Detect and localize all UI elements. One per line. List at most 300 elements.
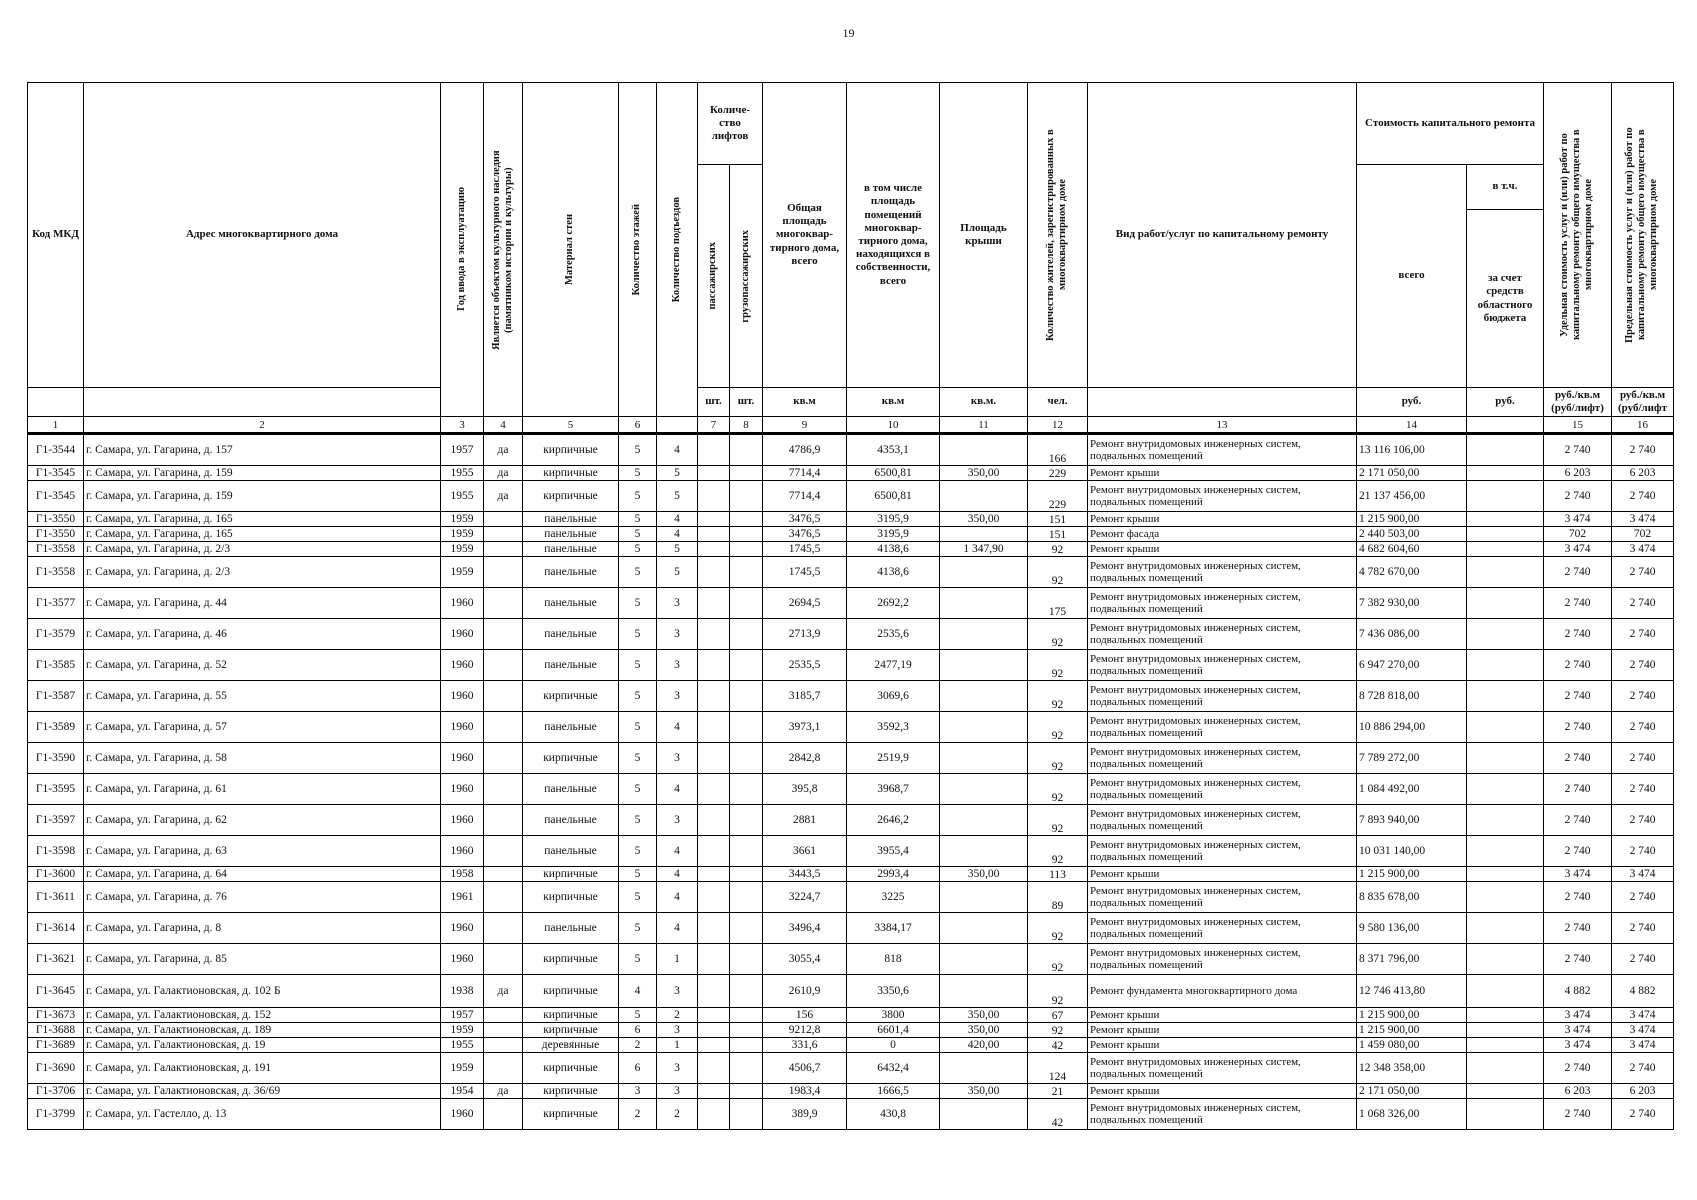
cell-addr: г. Самара, ул. Гагарина, д. 64 xyxy=(84,867,441,882)
cell-mat: кирпичные xyxy=(523,481,619,512)
cell-res: 92 xyxy=(1028,650,1088,681)
cell-cost: 1 215 900,00 xyxy=(1357,867,1467,882)
cell-code: Г1-3645 xyxy=(28,975,84,1008)
table-body xyxy=(28,417,1674,1130)
cell-lc xyxy=(730,867,763,882)
column-number: 7 xyxy=(698,417,730,434)
cell-ra: 350,00 xyxy=(940,867,1028,882)
cell-ta: 3661 xyxy=(763,836,847,867)
cell-lim: 2 740 xyxy=(1612,481,1674,512)
cell-lp xyxy=(698,743,730,774)
column-number: 1 xyxy=(28,417,84,434)
cell-ra xyxy=(940,944,1028,975)
cell-her xyxy=(484,588,523,619)
cell-lim: 2 740 xyxy=(1612,712,1674,743)
cell-lim: 2 740 xyxy=(1612,650,1674,681)
cell-addr: г. Самара, ул. Гагарина, д. 165 xyxy=(84,512,441,527)
cell-lim: 6 203 xyxy=(1612,466,1674,481)
cell-uc: 2 740 xyxy=(1544,743,1612,774)
header-lifts-cargo: грузопассажирских xyxy=(730,165,763,388)
cell-ra xyxy=(940,913,1028,944)
cell-work: Ремонт крыши xyxy=(1088,466,1357,481)
cell-mat: панельные xyxy=(523,527,619,542)
page-number: 19 xyxy=(842,26,855,40)
cell-year: 1955 xyxy=(441,481,484,512)
table-row xyxy=(28,882,1674,913)
cell-ra xyxy=(940,681,1028,712)
cell-year: 1959 xyxy=(441,1023,484,1038)
cell-ent: 4 xyxy=(657,867,698,882)
cell-lc xyxy=(730,1008,763,1023)
cell-fl: 2 xyxy=(619,1038,657,1053)
table-row xyxy=(28,1008,1674,1023)
cell-her xyxy=(484,805,523,836)
cell-bud xyxy=(1467,882,1544,913)
cell-mat: кирпичные xyxy=(523,1084,619,1099)
cell-ra: 350,00 xyxy=(940,512,1028,527)
cell-bud xyxy=(1467,836,1544,867)
cell-fl: 5 xyxy=(619,481,657,512)
cell-work: Ремонт крыши xyxy=(1088,1023,1357,1038)
header-cost-total: всего xyxy=(1357,165,1467,388)
cell-lp xyxy=(698,650,730,681)
cell-addr: г. Самара, ул. Гагарина, д. 2/3 xyxy=(84,557,441,588)
header-incl: в т.ч. xyxy=(1467,165,1544,210)
cell-res: 113 xyxy=(1028,867,1088,882)
cell-ent: 4 xyxy=(657,882,698,913)
cell-ta: 331,6 xyxy=(763,1038,847,1053)
table-row xyxy=(28,434,1674,466)
cell-bud xyxy=(1467,681,1544,712)
cell-res: 151 xyxy=(1028,512,1088,527)
cell-ra: 1 347,90 xyxy=(940,542,1028,557)
cell-ta: 7714,4 xyxy=(763,466,847,481)
header-address: Адрес многоквартирного дома xyxy=(84,83,441,388)
column-number: 14 xyxy=(1357,417,1467,434)
cell-ra xyxy=(940,588,1028,619)
cell-fl: 5 xyxy=(619,466,657,481)
cell-work: Ремонт фундамента многоквартирного дома xyxy=(1088,975,1357,1008)
cell-uc: 2 740 xyxy=(1544,481,1612,512)
header-owned-area: в том числе площадь помещений многоквар-тирного дома, находящихся в собственности, всего xyxy=(847,83,940,388)
unit-empty-3 xyxy=(1088,388,1357,417)
cell-lc xyxy=(730,712,763,743)
cell-mat: кирпичные xyxy=(523,867,619,882)
cell-work: Ремонт крыши xyxy=(1088,1084,1357,1099)
header-residents: Количество жителей, зарегистрированных в многоквартирном доме xyxy=(1028,83,1088,388)
cell-oa: 4138,6 xyxy=(847,557,940,588)
cell-res: 229 xyxy=(1028,466,1088,481)
cell-cost: 7 436 086,00 xyxy=(1357,619,1467,650)
cell-her: да xyxy=(484,434,523,466)
cell-code: Г1-3597 xyxy=(28,805,84,836)
cell-lc xyxy=(730,743,763,774)
cell-cost: 12 348 358,00 xyxy=(1357,1053,1467,1084)
cell-ta: 1745,5 xyxy=(763,557,847,588)
cell-res: 92 xyxy=(1028,944,1088,975)
cell-fl: 5 xyxy=(619,805,657,836)
cell-fl: 5 xyxy=(619,557,657,588)
cell-addr: г. Самара, ул. Гагарина, д. 44 xyxy=(84,588,441,619)
capital-repair-table xyxy=(27,82,1674,1130)
cell-bud xyxy=(1467,1008,1544,1023)
cell-lim: 2 740 xyxy=(1612,882,1674,913)
cell-mat: панельные xyxy=(523,542,619,557)
cell-mat: панельные xyxy=(523,805,619,836)
cell-ra xyxy=(940,527,1028,542)
cell-lp xyxy=(698,1099,730,1130)
cell-uc: 2 740 xyxy=(1544,836,1612,867)
cell-code: Г1-3587 xyxy=(28,681,84,712)
cell-lc xyxy=(730,944,763,975)
cell-oa: 3968,7 xyxy=(847,774,940,805)
cell-bud xyxy=(1467,588,1544,619)
unit-sqm-2: кв.м xyxy=(847,388,940,417)
cell-cost: 12 746 413,80 xyxy=(1357,975,1467,1008)
cell-lc xyxy=(730,836,763,867)
cell-fl: 5 xyxy=(619,712,657,743)
cell-lp xyxy=(698,712,730,743)
cell-ent: 5 xyxy=(657,557,698,588)
cell-year: 1960 xyxy=(441,805,484,836)
table-row xyxy=(28,557,1674,588)
cell-res: 92 xyxy=(1028,681,1088,712)
cell-mat: панельные xyxy=(523,913,619,944)
cell-uc: 2 740 xyxy=(1544,805,1612,836)
cell-code: Г1-3550 xyxy=(28,512,84,527)
cell-addr: г. Самара, ул. Гагарина, д. 159 xyxy=(84,466,441,481)
cell-year: 1960 xyxy=(441,619,484,650)
cell-ent: 3 xyxy=(657,1023,698,1038)
column-number: 3 xyxy=(441,417,484,434)
cell-res: 92 xyxy=(1028,1023,1088,1038)
cell-lim: 4 882 xyxy=(1612,975,1674,1008)
cell-ent: 2 xyxy=(657,1008,698,1023)
table-row xyxy=(28,743,1674,774)
cell-addr: г. Самара, ул. Галактионовская, д. 189 xyxy=(84,1023,441,1038)
cell-ta: 3476,5 xyxy=(763,512,847,527)
cell-fl: 5 xyxy=(619,836,657,867)
cell-ent: 5 xyxy=(657,466,698,481)
cell-her: да xyxy=(484,481,523,512)
cell-uc: 2 740 xyxy=(1544,774,1612,805)
table-row xyxy=(28,650,1674,681)
cell-lc xyxy=(730,512,763,527)
cell-bud xyxy=(1467,712,1544,743)
cell-addr: г. Самара, ул. Галактионовская, д. 19 xyxy=(84,1038,441,1053)
cell-cost: 2 171 050,00 xyxy=(1357,466,1467,481)
cell-cost: 1 084 492,00 xyxy=(1357,774,1467,805)
cell-her xyxy=(484,913,523,944)
cell-cost: 8 371 796,00 xyxy=(1357,944,1467,975)
cell-bud xyxy=(1467,867,1544,882)
cell-cost: 2 171 050,00 xyxy=(1357,1084,1467,1099)
cell-code: Г1-3590 xyxy=(28,743,84,774)
cell-addr: г. Самара, ул. Гагарина, д. 165 xyxy=(84,527,441,542)
cell-addr: г. Самара, ул. Гагарина, д. 63 xyxy=(84,836,441,867)
cell-code: Г1-3614 xyxy=(28,913,84,944)
cell-lc xyxy=(730,1023,763,1038)
cell-cost: 13 116 106,00 xyxy=(1357,434,1467,466)
cell-year: 1960 xyxy=(441,650,484,681)
cell-oa: 2993,4 xyxy=(847,867,940,882)
column-number: 5 xyxy=(523,417,619,434)
cell-ta: 2694,5 xyxy=(763,588,847,619)
cell-uc: 6 203 xyxy=(1544,466,1612,481)
cell-addr: г. Самара, ул. Галактионовская, д. 36/69 xyxy=(84,1084,441,1099)
cell-lp xyxy=(698,1084,730,1099)
cell-year: 1959 xyxy=(441,1053,484,1084)
cell-fl: 5 xyxy=(619,882,657,913)
cell-oa: 3592,3 xyxy=(847,712,940,743)
cell-ra: 350,00 xyxy=(940,466,1028,481)
cell-addr: г. Самара, ул. Гагарина, д. 8 xyxy=(84,913,441,944)
cell-bud xyxy=(1467,557,1544,588)
cell-cost: 7 789 272,00 xyxy=(1357,743,1467,774)
cell-lim: 3 474 xyxy=(1612,1008,1674,1023)
cell-ta: 3476,5 xyxy=(763,527,847,542)
cell-lp xyxy=(698,588,730,619)
cell-her xyxy=(484,542,523,557)
cell-ta: 2535,5 xyxy=(763,650,847,681)
cell-her xyxy=(484,619,523,650)
cell-lim: 2 740 xyxy=(1612,1053,1674,1084)
cell-oa: 4138,6 xyxy=(847,542,940,557)
cell-lim: 3 474 xyxy=(1612,542,1674,557)
cell-bud xyxy=(1467,466,1544,481)
cell-code: Г1-3611 xyxy=(28,882,84,913)
cell-lc xyxy=(730,466,763,481)
cell-res: 42 xyxy=(1028,1038,1088,1053)
cell-res: 166 xyxy=(1028,434,1088,466)
table-row xyxy=(28,588,1674,619)
cell-uc: 2 740 xyxy=(1544,1099,1612,1130)
cell-code: Г1-3600 xyxy=(28,867,84,882)
cell-her xyxy=(484,774,523,805)
cell-addr: г. Самара, ул. Гагарина, д. 61 xyxy=(84,774,441,805)
cell-work: Ремонт внутридомовых инженерных систем, подвальных помещений xyxy=(1088,944,1357,975)
cell-lim: 2 740 xyxy=(1612,805,1674,836)
cell-lim: 2 740 xyxy=(1612,743,1674,774)
table-row xyxy=(28,975,1674,1008)
cell-ta: 3055,4 xyxy=(763,944,847,975)
cell-lc xyxy=(730,774,763,805)
cell-res: 92 xyxy=(1028,774,1088,805)
cell-lim: 2 740 xyxy=(1612,588,1674,619)
cell-bud xyxy=(1467,805,1544,836)
cell-work: Ремонт внутридомовых инженерных систем, подвальных помещений xyxy=(1088,619,1357,650)
cell-lc xyxy=(730,681,763,712)
cell-bud xyxy=(1467,913,1544,944)
cell-lp xyxy=(698,867,730,882)
cell-year: 1960 xyxy=(441,836,484,867)
cell-res: 89 xyxy=(1028,882,1088,913)
cell-addr: г. Самара, ул. Галактионовская, д. 102 Б xyxy=(84,975,441,1008)
cell-ent: 2 xyxy=(657,1099,698,1130)
cell-ta: 1983,4 xyxy=(763,1084,847,1099)
cell-res: 92 xyxy=(1028,619,1088,650)
cell-work: Ремонт внутридомовых инженерных систем, подвальных помещений xyxy=(1088,557,1357,588)
cell-her xyxy=(484,712,523,743)
cell-res: 92 xyxy=(1028,836,1088,867)
cell-year: 1960 xyxy=(441,774,484,805)
cell-lp xyxy=(698,774,730,805)
cell-lc xyxy=(730,619,763,650)
unit-rate-1: руб./кв.м (руб/лифт) xyxy=(1544,388,1612,417)
cell-res: 92 xyxy=(1028,712,1088,743)
cell-fl: 5 xyxy=(619,619,657,650)
cell-year: 1960 xyxy=(441,588,484,619)
header-unit-cost: Удельная стоимость услуг и (или) работ по капитальному ремонту общего имущества в многоквартирном доме xyxy=(1544,83,1612,388)
cell-fl: 5 xyxy=(619,542,657,557)
cell-work: Ремонт внутридомовых инженерных систем, подвальных помещений xyxy=(1088,836,1357,867)
cell-work: Ремонт внутридомовых инженерных систем, подвальных помещений xyxy=(1088,481,1357,512)
cell-bud xyxy=(1467,481,1544,512)
cell-her xyxy=(484,836,523,867)
cell-work: Ремонт внутридомовых инженерных систем, подвальных помещений xyxy=(1088,650,1357,681)
cell-addr: г. Самара, ул. Гагарина, д. 55 xyxy=(84,681,441,712)
cell-cost: 10 031 140,00 xyxy=(1357,836,1467,867)
column-number: 2 xyxy=(84,417,441,434)
cell-cost: 21 137 456,00 xyxy=(1357,481,1467,512)
cell-ent: 4 xyxy=(657,512,698,527)
cell-uc: 6 203 xyxy=(1544,1084,1612,1099)
column-number: 13 xyxy=(1088,417,1357,434)
cell-ent: 3 xyxy=(657,619,698,650)
cell-work: Ремонт крыши xyxy=(1088,512,1357,527)
cell-lc xyxy=(730,481,763,512)
cell-ta: 2881 xyxy=(763,805,847,836)
cell-bud xyxy=(1467,619,1544,650)
cell-ent: 3 xyxy=(657,588,698,619)
cell-ra: 350,00 xyxy=(940,1008,1028,1023)
cell-uc: 2 740 xyxy=(1544,650,1612,681)
table-row xyxy=(28,836,1674,867)
cell-code: Г1-3577 xyxy=(28,588,84,619)
table-row xyxy=(28,913,1674,944)
cell-her xyxy=(484,1008,523,1023)
cell-uc: 4 882 xyxy=(1544,975,1612,1008)
cell-ta: 7714,4 xyxy=(763,481,847,512)
unit-rate-2: руб./кв.м (руб/лифт xyxy=(1612,388,1674,417)
cell-lc xyxy=(730,588,763,619)
cell-cost: 2 440 503,00 xyxy=(1357,527,1467,542)
cell-ent: 3 xyxy=(657,975,698,1008)
cell-cost: 1 459 080,00 xyxy=(1357,1038,1467,1053)
cell-work: Ремонт внутридомовых инженерных систем, подвальных помещений xyxy=(1088,774,1357,805)
cell-oa: 6500,81 xyxy=(847,466,940,481)
cell-year: 1954 xyxy=(441,1084,484,1099)
cell-oa: 1666,5 xyxy=(847,1084,940,1099)
cell-lp xyxy=(698,944,730,975)
cell-lp xyxy=(698,975,730,1008)
cell-uc: 3 474 xyxy=(1544,867,1612,882)
cell-res: 92 xyxy=(1028,542,1088,557)
cell-ra xyxy=(940,481,1028,512)
cell-res: 124 xyxy=(1028,1053,1088,1084)
cell-her xyxy=(484,1099,523,1130)
cell-year: 1959 xyxy=(441,512,484,527)
cell-year: 1938 xyxy=(441,975,484,1008)
cell-cost: 6 947 270,00 xyxy=(1357,650,1467,681)
cell-fl: 5 xyxy=(619,512,657,527)
cell-lp xyxy=(698,836,730,867)
cell-work: Ремонт фасада xyxy=(1088,527,1357,542)
cell-ra xyxy=(940,836,1028,867)
header-floors: Количество этажей xyxy=(619,83,657,417)
cell-res: 21 xyxy=(1028,1084,1088,1099)
cell-fl: 6 xyxy=(619,1023,657,1038)
cell-ra xyxy=(940,882,1028,913)
cell-oa: 6432,4 xyxy=(847,1053,940,1084)
cell-uc: 2 740 xyxy=(1544,913,1612,944)
table-row xyxy=(28,527,1674,542)
cell-ta: 3224,7 xyxy=(763,882,847,913)
cell-ent: 4 xyxy=(657,527,698,542)
cell-ta: 3496,4 xyxy=(763,913,847,944)
cell-lc xyxy=(730,1084,763,1099)
cell-oa: 0 xyxy=(847,1038,940,1053)
cell-mat: кирпичные xyxy=(523,944,619,975)
cell-uc: 2 740 xyxy=(1544,882,1612,913)
cell-uc: 2 740 xyxy=(1544,681,1612,712)
cell-lim: 2 740 xyxy=(1612,836,1674,867)
cell-code: Г1-3585 xyxy=(28,650,84,681)
cell-lc xyxy=(730,882,763,913)
cell-bud xyxy=(1467,542,1544,557)
cell-uc: 2 740 xyxy=(1544,557,1612,588)
cell-work: Ремонт внутридомовых инженерных систем, подвальных помещений xyxy=(1088,588,1357,619)
cell-ra xyxy=(940,1099,1028,1130)
cell-lc xyxy=(730,557,763,588)
unit-people: чел. xyxy=(1028,388,1088,417)
cell-fl: 4 xyxy=(619,975,657,1008)
header-limit-cost: Предельная стоимость услуг и (или) работ по капитальному ремонту общего имущества в многоквартирном доме xyxy=(1612,83,1674,388)
cell-fl: 5 xyxy=(619,944,657,975)
cell-her: да xyxy=(484,466,523,481)
cell-mat: кирпичные xyxy=(523,975,619,1008)
cell-lim: 2 740 xyxy=(1612,619,1674,650)
cell-mat: панельные xyxy=(523,712,619,743)
cell-ent: 4 xyxy=(657,434,698,466)
cell-code: Г1-3598 xyxy=(28,836,84,867)
cell-uc: 3 474 xyxy=(1544,1038,1612,1053)
table-row xyxy=(28,1023,1674,1038)
cell-ent: 4 xyxy=(657,774,698,805)
cell-cost: 8 835 678,00 xyxy=(1357,882,1467,913)
cell-ta: 395,8 xyxy=(763,774,847,805)
cell-mat: панельные xyxy=(523,557,619,588)
cell-mat: панельные xyxy=(523,588,619,619)
cell-res: 92 xyxy=(1028,975,1088,1008)
cell-code: Г1-3545 xyxy=(28,466,84,481)
cell-mat: кирпичные xyxy=(523,1023,619,1038)
table-row xyxy=(28,619,1674,650)
cell-code: Г1-3558 xyxy=(28,542,84,557)
cell-lp xyxy=(698,882,730,913)
cell-lim: 2 740 xyxy=(1612,1099,1674,1130)
cell-addr: г. Самара, ул. Гагарина, д. 58 xyxy=(84,743,441,774)
column-number: 4 xyxy=(484,417,523,434)
cell-work: Ремонт крыши xyxy=(1088,542,1357,557)
cell-code: Г1-3595 xyxy=(28,774,84,805)
cell-year: 1959 xyxy=(441,542,484,557)
cell-work: Ремонт внутридомовых инженерных систем, подвальных помещений xyxy=(1088,434,1357,466)
cell-ent: 3 xyxy=(657,650,698,681)
cell-her xyxy=(484,1023,523,1038)
cell-her: да xyxy=(484,975,523,1008)
cell-res: 229 xyxy=(1028,481,1088,512)
